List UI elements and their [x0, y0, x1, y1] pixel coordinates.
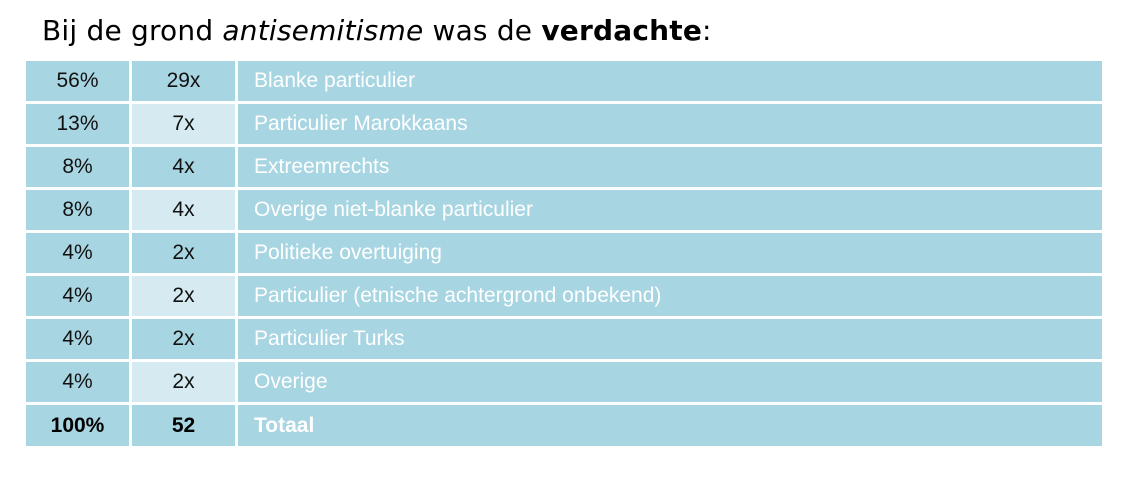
percent-cell: 56% — [26, 61, 132, 104]
label-cell: Extreemrechts — [238, 147, 1102, 190]
title-prefix: Bij de grond — [42, 14, 223, 47]
count-cell: 2x — [132, 319, 238, 362]
count-cell: 4x — [132, 190, 238, 233]
title-bold-term: verdachte — [541, 14, 703, 47]
percent-cell: 4% — [26, 276, 132, 319]
table-row — [26, 319, 1102, 362]
count-cell: 29x — [132, 61, 238, 104]
title-italic-term: antisemitisme — [222, 14, 424, 47]
table-row — [26, 104, 1102, 147]
page-title — [42, 14, 712, 47]
percent-cell: 8% — [26, 190, 132, 233]
title-suffix: : — [702, 14, 712, 47]
table-row — [26, 276, 1102, 319]
percent-cell: 8% — [26, 147, 132, 190]
table-row — [26, 362, 1102, 405]
label-cell: Politieke overtuiging — [238, 233, 1102, 276]
percent-cell: 4% — [26, 233, 132, 276]
total-percent-cell: 100% — [26, 405, 132, 446]
percent-cell: 13% — [26, 104, 132, 147]
count-cell: 2x — [132, 276, 238, 319]
total-label-cell: Totaal — [238, 405, 1102, 446]
label-cell: Overige — [238, 362, 1102, 405]
table-row — [26, 190, 1102, 233]
count-cell: 7x — [132, 104, 238, 147]
table-row — [26, 147, 1102, 190]
label-cell: Particulier Turks — [238, 319, 1102, 362]
percent-cell: 4% — [26, 319, 132, 362]
count-cell: 2x — [132, 362, 238, 405]
total-row — [26, 405, 1102, 446]
label-cell: Particulier (etnische achtergrond onbekend) — [238, 276, 1102, 319]
table-row — [26, 233, 1102, 276]
suspect-table — [26, 61, 1102, 446]
title-middle: was de — [423, 14, 542, 47]
count-cell: 4x — [132, 147, 238, 190]
label-cell: Particulier Marokkaans — [238, 104, 1102, 147]
percent-cell: 4% — [26, 362, 132, 405]
table-row — [26, 61, 1102, 104]
label-cell: Overige niet-blanke particulier — [238, 190, 1102, 233]
total-count-cell: 52 — [132, 405, 238, 446]
count-cell: 2x — [132, 233, 238, 276]
label-cell: Blanke particulier — [238, 61, 1102, 104]
